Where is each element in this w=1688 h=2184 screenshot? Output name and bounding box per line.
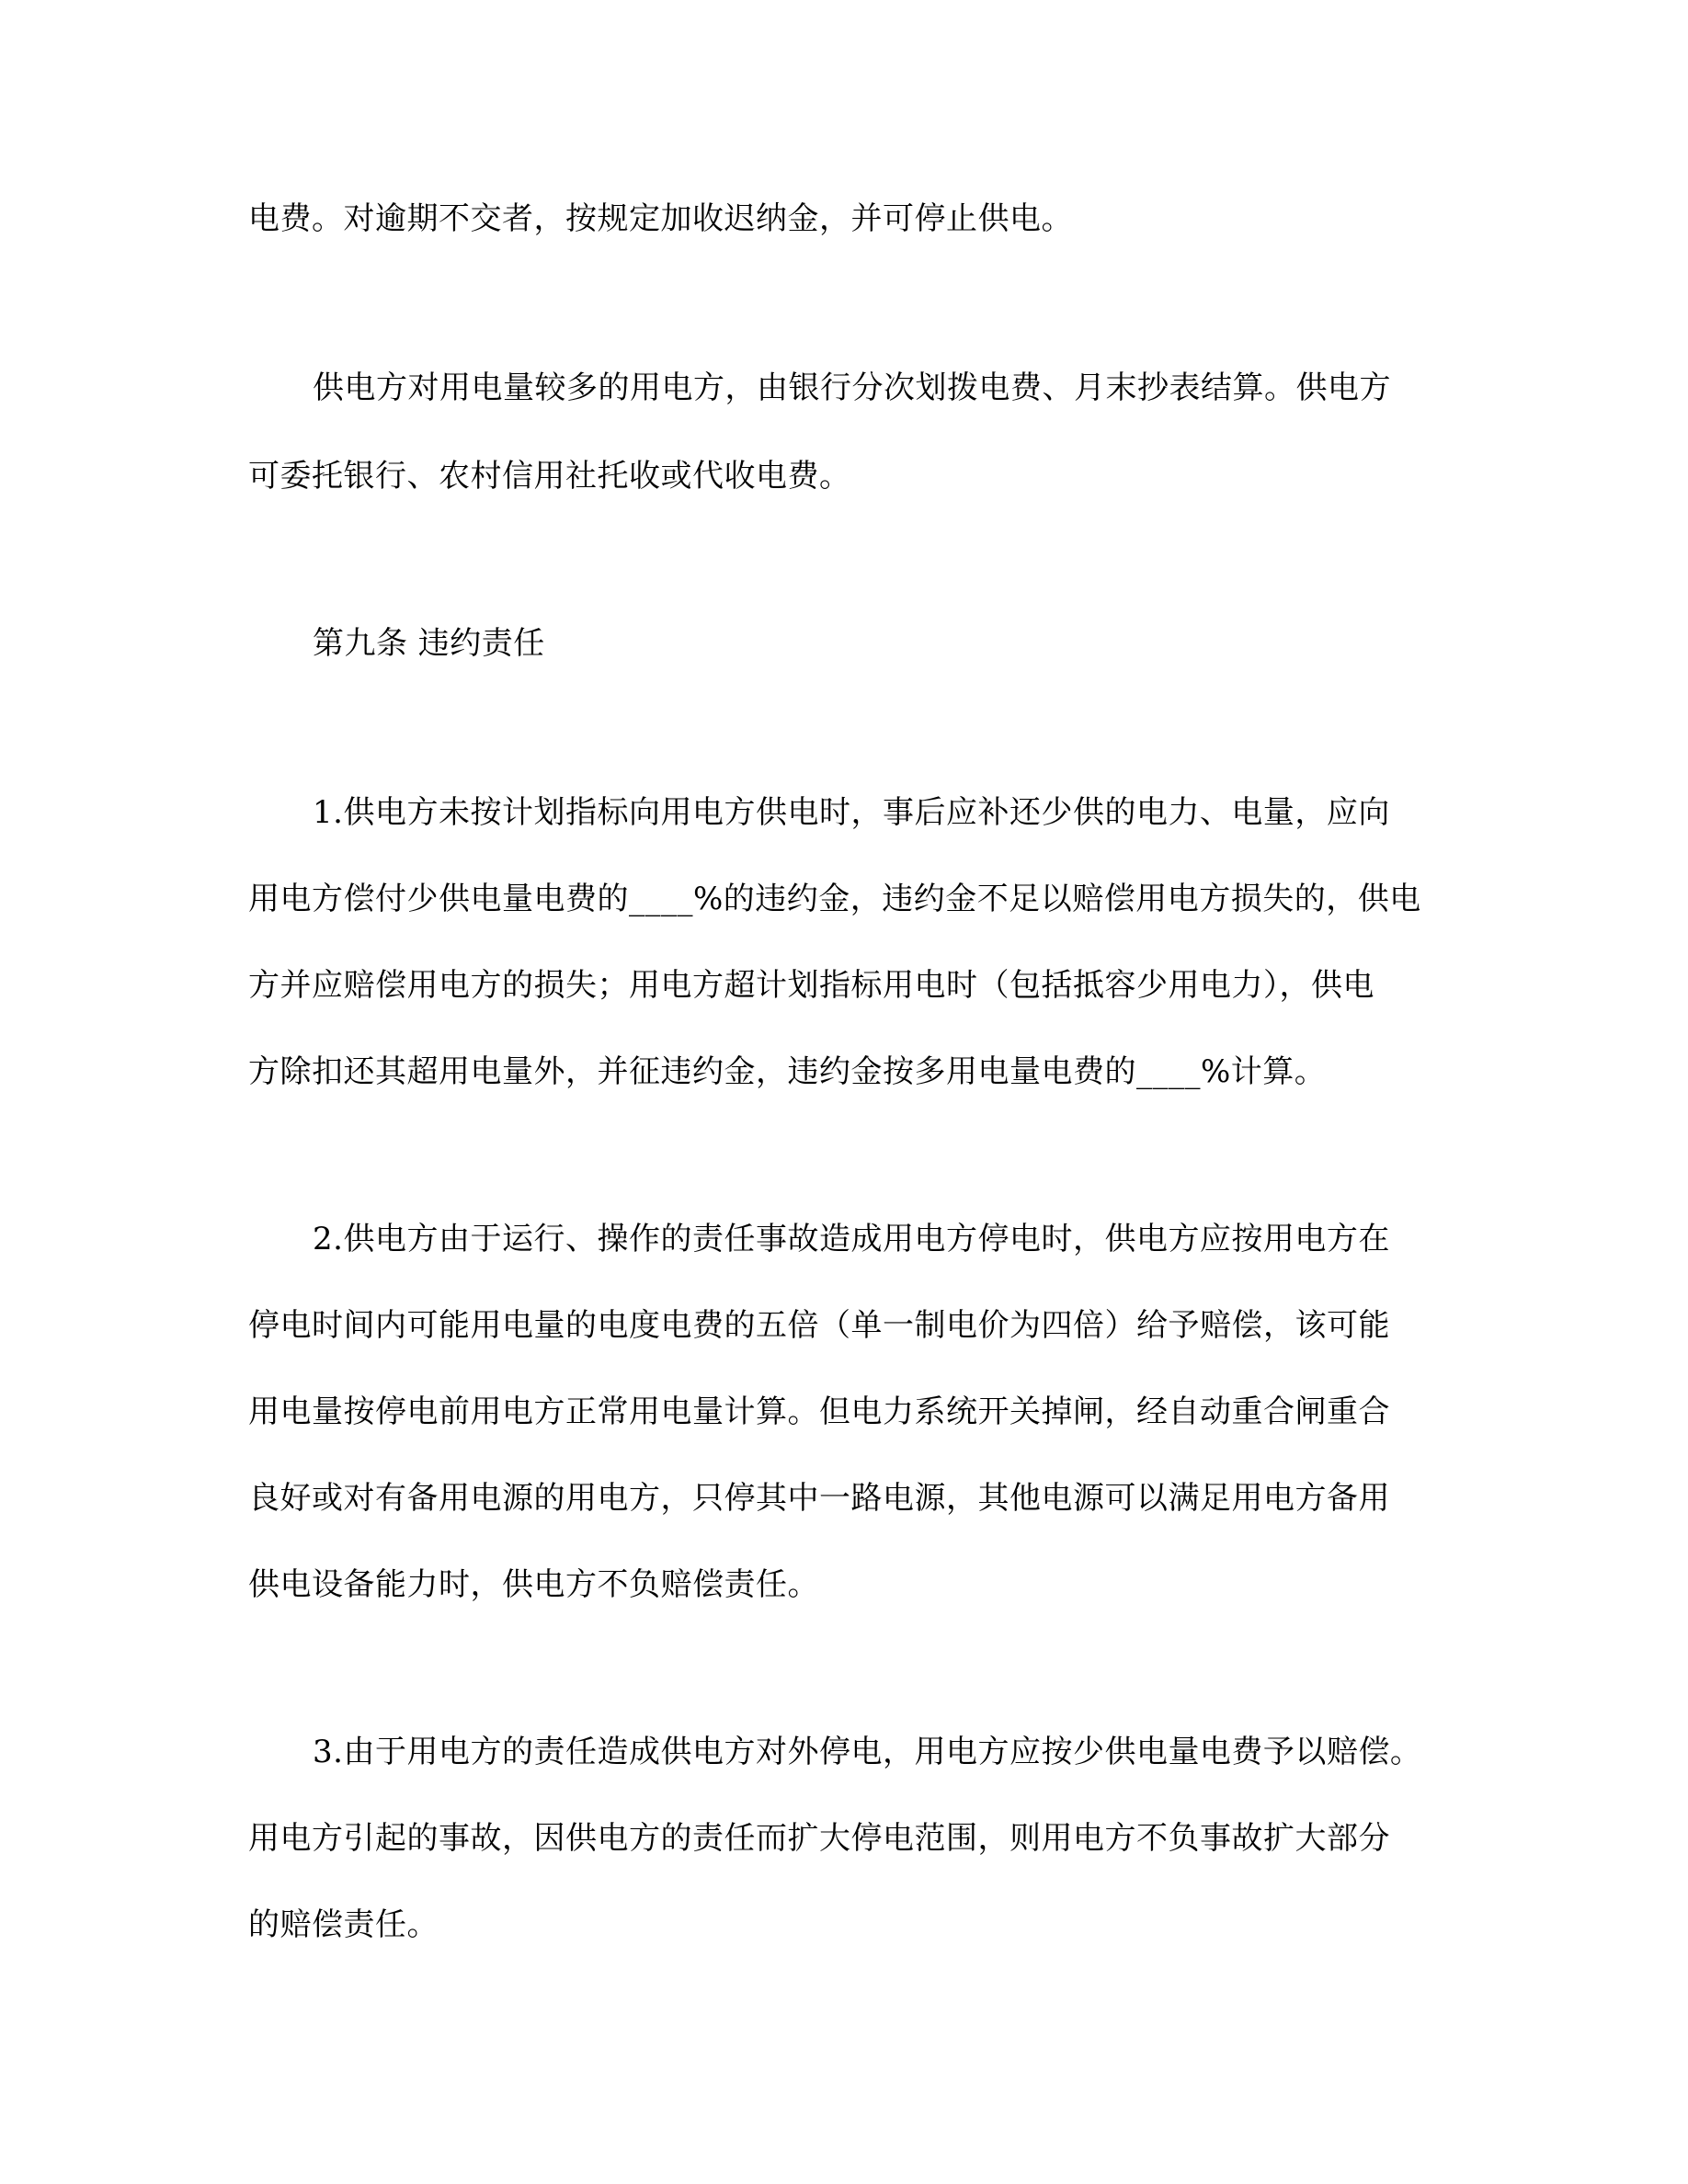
text-line: 1.供电方未按计划指标向用电方供电时，事后应补还少供的电力、电量，应向	[313, 794, 1390, 831]
text-line: 供电方对用电量较多的用电方，由银行分次划拨电费、月末抄表结算。供电方	[313, 370, 1391, 406]
text-line: 方并应赔偿用电方的损失；用电方超计划指标用电时（包括抵容少用电力），供电	[248, 967, 1374, 1004]
text-line: 可委托银行、农村信用社托收或代收电费。	[248, 458, 851, 495]
text-line: 良好或对有备用电源的用电方，只停其中一路电源，其他电源可以满足用电方备用	[248, 1480, 1390, 1517]
text-line: 用电量按停电前用电方正常用电量计算。但电力系统开关掉闸，经自动重合闸重合	[248, 1393, 1390, 1430]
text-line: 的赔偿责任。	[248, 1906, 439, 1943]
text-line: 2.供电方由于运行、操作的责任事故造成用电方停电时，供电方应按用电方在	[313, 1221, 1390, 1257]
text-line: 供电设备能力时，供电方不负赔偿责任。	[248, 1566, 819, 1603]
text-line: 停电时间内可能用电量的电度电费的五倍（单一制电价为四倍）给予赔偿，该可能	[248, 1307, 1390, 1344]
text-line: 方除扣还其超用电量外，并征违约金，违约金按多用电量电费的____%计算。	[248, 1053, 1327, 1090]
text-line: 3.由于用电方的责任造成供电方对外停电，用电方应按少供电量电费予以赔偿。	[313, 1734, 1422, 1770]
section-heading: 第九条 违约责任	[313, 625, 545, 662]
text-line: 电费。对逾期不交者，按规定加收迟纳金，并可停止供电。	[248, 200, 1073, 237]
text-line: 用电方偿付少供电量电费的____%的违约金，违约金不足以赔偿用电方损失的，供电	[248, 881, 1421, 917]
text-line: 用电方引起的事故，因供电方的责任而扩大停电范围，则用电方不负事故扩大部分	[248, 1820, 1390, 1857]
